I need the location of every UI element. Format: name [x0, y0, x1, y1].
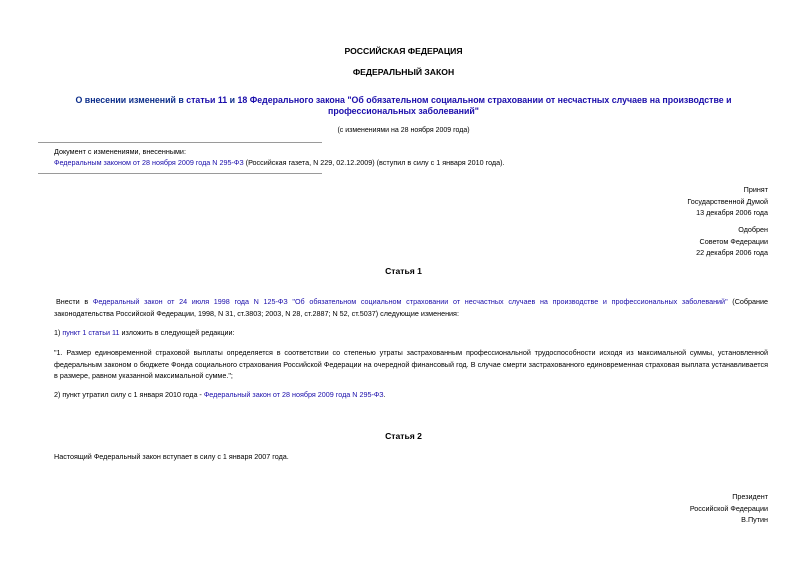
- changes-link[interactable]: Федеральным законом от 28 ноября 2009 года N 295-ФЗ: [54, 158, 244, 167]
- item-2-prefix: 2) пункт утратил силу с 1 января 2010 года -: [54, 390, 204, 399]
- item-2-link[interactable]: Федеральный закон от 28 ноября 2009 года N 295-ФЗ: [203, 390, 384, 399]
- article-1-quote: "1. Размер единовременной страховой выплаты определяется в соответствии со степенью утраты застрахованным профессиональной трудоспособности исходя из максимальной суммы, установленной федеральным законом о бюджете Фонда социального страхования Российской Федерации на очередной финансовый год. В случае смерти застрахованного единовременная страховая выплата устанавливается в размере, равном указанной максимальной сумме.";: [54, 348, 768, 380]
- article-1-item-2: [54, 389, 768, 401]
- article-1-intro-prefix: Внести в: [56, 297, 93, 306]
- adopted-label: Принят: [743, 185, 768, 194]
- title-link-law-cont[interactable]: профессиональных заболеваний": [328, 106, 479, 116]
- article-1-item-1: [54, 327, 768, 339]
- adopted-date: 13 декабря 2006 года: [696, 208, 768, 217]
- changes-bottom-divider: [38, 173, 322, 174]
- article-2-text: Настоящий Федеральный закон вступает в силу с 1 января 2007 года.: [54, 452, 289, 461]
- item-1-link[interactable]: пункт 1 статьи 11: [62, 328, 120, 337]
- approved-block: [696, 224, 768, 259]
- article-1-intro: [54, 296, 768, 319]
- item-1-rest: изложить в следующей редакции:: [119, 328, 235, 337]
- title-link-law[interactable]: 18 Федерального закона "Об обязательном социальном страховании от несчастных случаев на производстве и: [237, 95, 732, 105]
- item-1-prefix: 1): [54, 328, 63, 337]
- adopted-block: [687, 184, 768, 219]
- item-2-end: .: [383, 390, 386, 399]
- signature-title: Президент: [732, 492, 768, 501]
- title-prefix: О внесении изменений в: [75, 95, 187, 105]
- article-1-heading: Статья 1: [385, 266, 422, 276]
- changes-top-divider: [38, 142, 322, 143]
- title-and: и: [227, 95, 238, 105]
- approved-date: 22 декабря 2006 года: [696, 248, 768, 257]
- changes-line: [54, 157, 768, 169]
- changes-label: Документ с изменениями, внесенными:: [54, 147, 186, 156]
- country-heading: РОССИЙСКАЯ ФЕДЕРАЦИЯ: [344, 46, 463, 56]
- document-title: [0, 95, 807, 117]
- article-1-intro-link[interactable]: Федеральный закон от 24 июля 1998 года N 125-ФЗ "Об обязательном социальном страховании от несчастных случаев на производстве и профессиональных заболеваний": [92, 297, 728, 306]
- adopted-body: Государственной Думой: [687, 196, 768, 206]
- article-1-intro-rest: (Собрание законодательства Российской Федерации, 1998, N 31, ст.3803; 2003, N 28, ст.2887; N 52, ст.5037) следующие изменения:: [54, 297, 768, 318]
- law-type-heading: ФЕДЕРАЛЬНЫЙ ЗАКОН: [352, 67, 455, 77]
- revision-note: (с изменениями на 28 ноября 2009 года): [337, 127, 470, 134]
- signature-country: Российской Федерации: [689, 503, 768, 513]
- approved-body: Советом Федерации: [699, 236, 768, 246]
- article-2-heading: Статья 2: [385, 431, 422, 441]
- signature-block: [690, 491, 768, 526]
- title-link-article-11[interactable]: статьи 11: [186, 95, 228, 105]
- approved-label: Одобрен: [738, 225, 768, 234]
- changes-rest: (Российская газета, N 229, 02.12.2009) (вступил в силу с 1 января 2010 года).: [243, 158, 505, 167]
- signature-name: В.Путин: [741, 515, 768, 524]
